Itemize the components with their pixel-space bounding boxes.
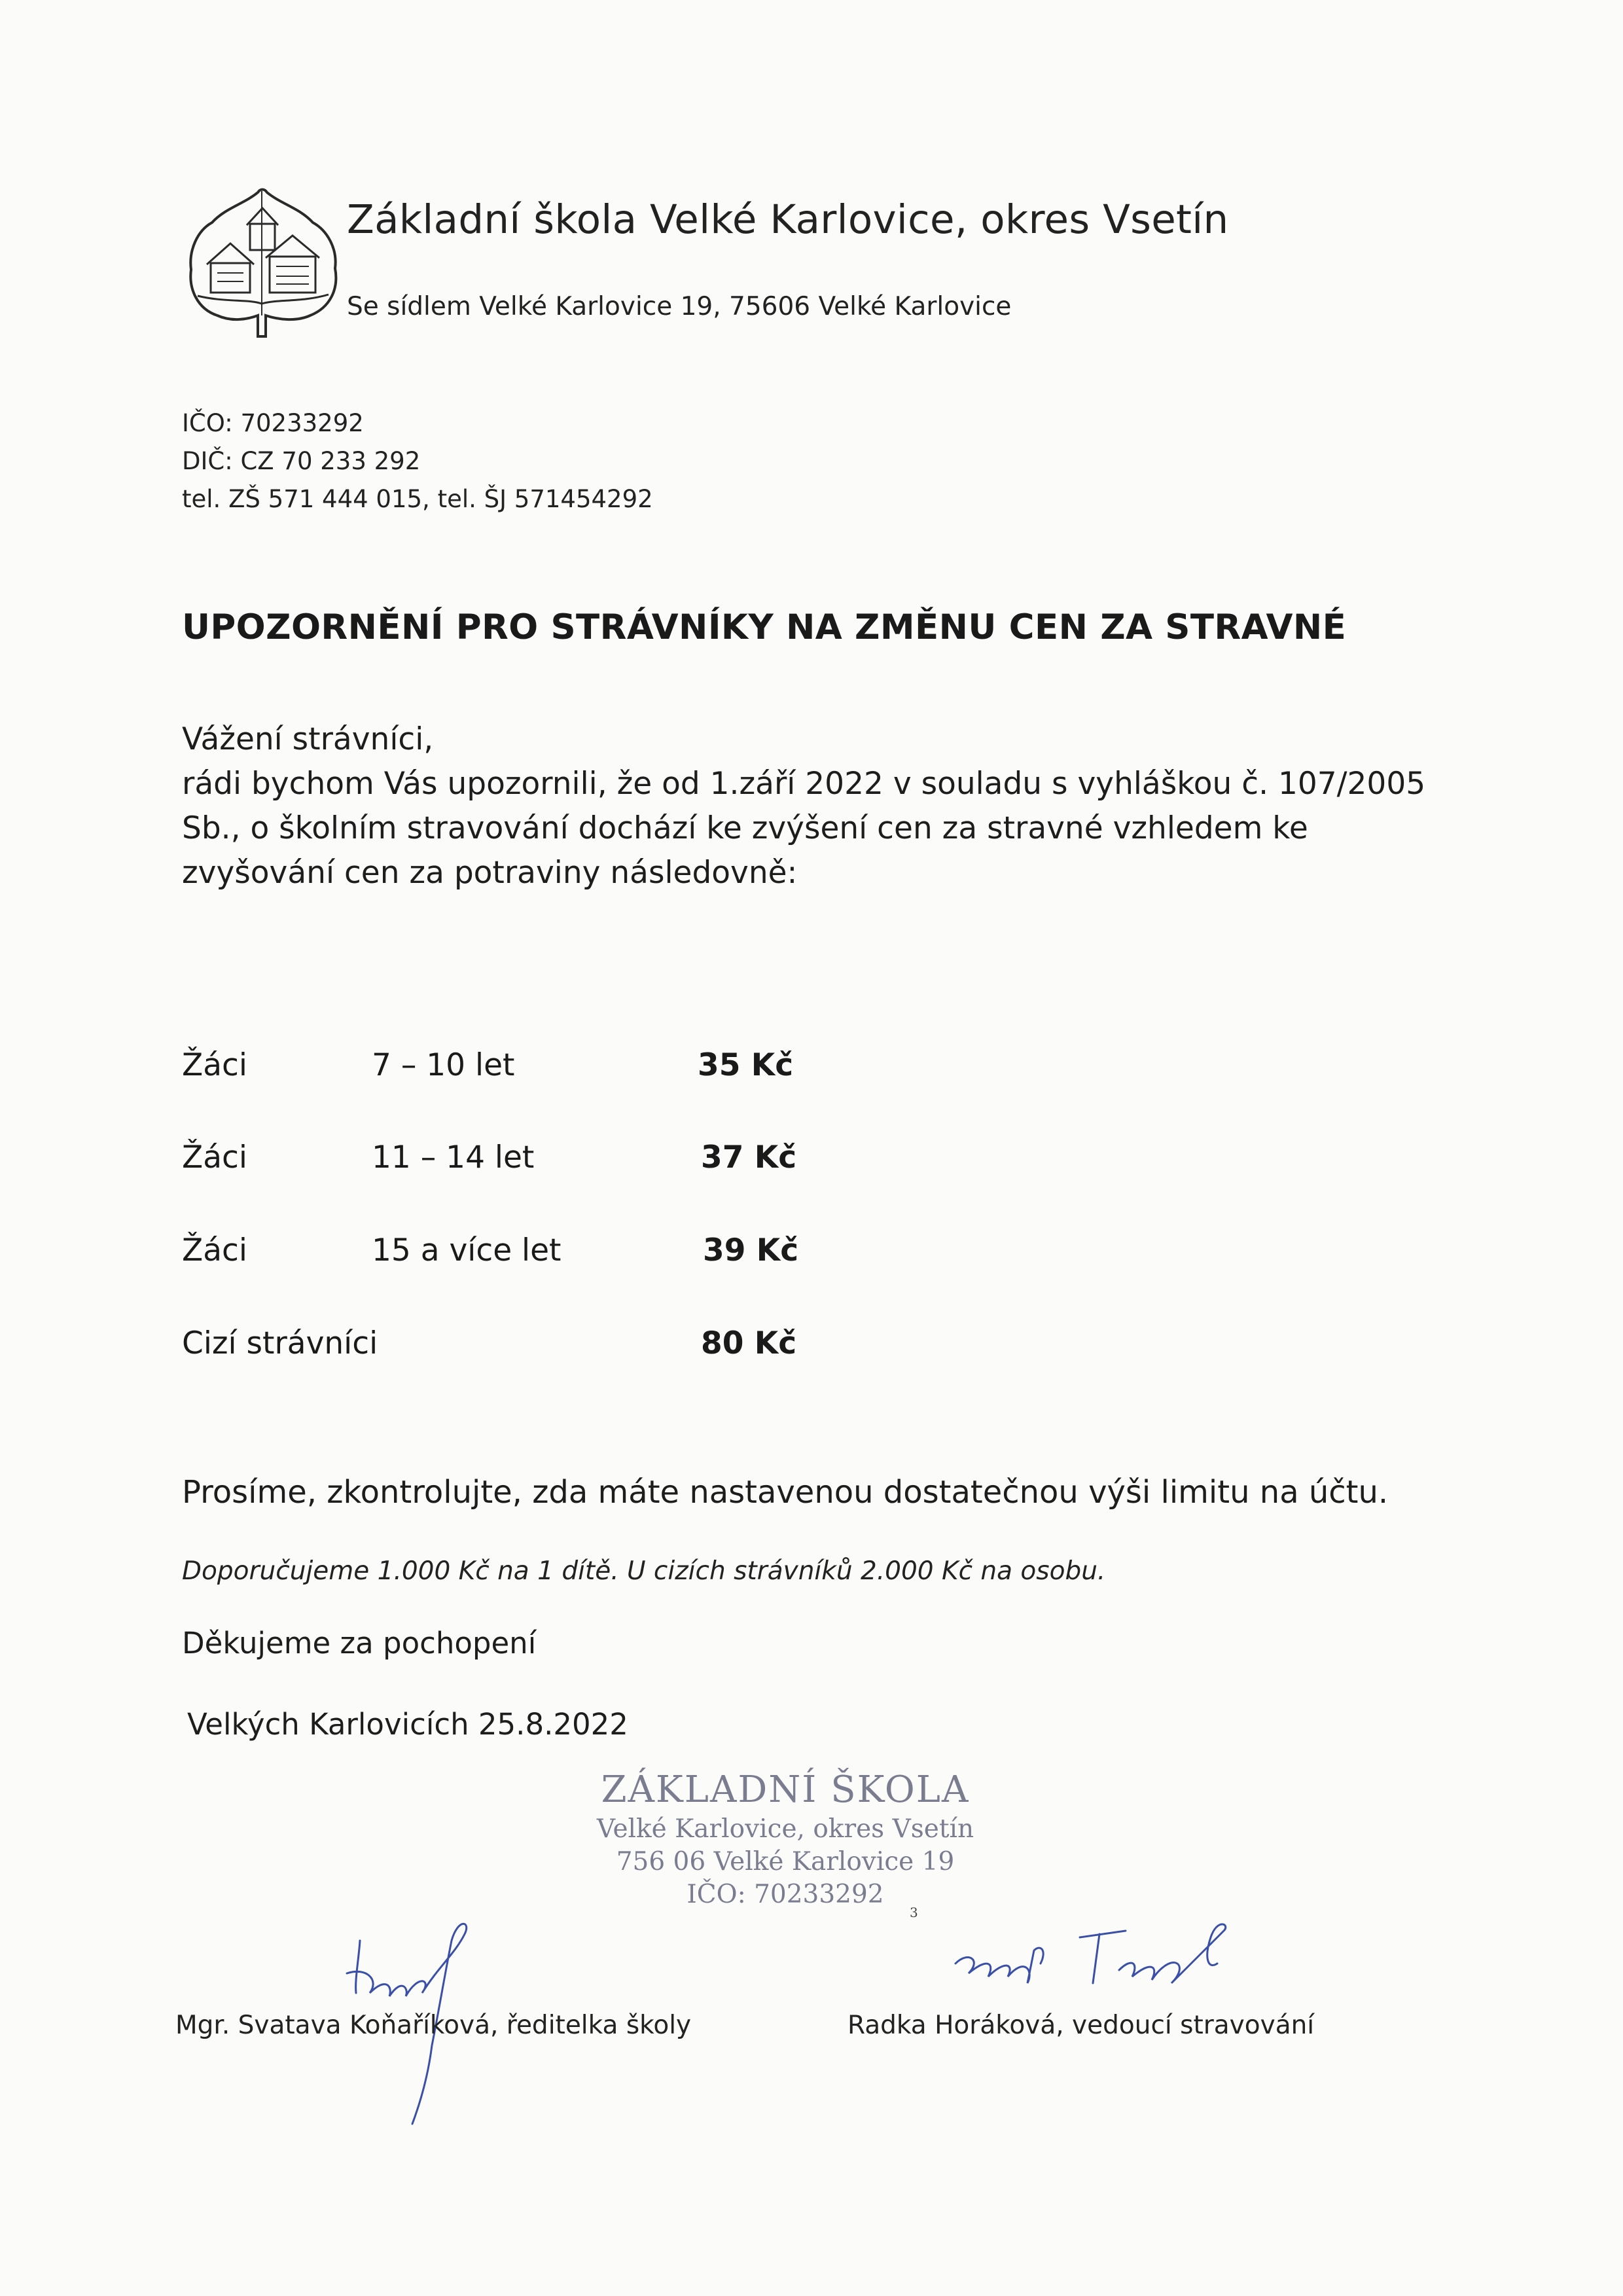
- tel-line: tel. ZŠ 571 444 015, tel. ŠJ 571454292: [182, 485, 653, 513]
- price-value: 35 Kč: [698, 1047, 794, 1083]
- place-date: Velkých Karlovicích 25.8.2022: [187, 1707, 628, 1742]
- body-line: zvyšování cen za potraviny následovně:: [182, 855, 798, 891]
- signer-director: Mgr. Svatava Koňaříková, ředitelka školy: [175, 2011, 692, 2040]
- stamp-line: ZÁKLADNÍ ŠKOLA: [601, 1768, 970, 1811]
- ico-line: IČO: 70233292: [182, 409, 364, 437]
- price-row: [0, 1047, 1623, 1093]
- school-identifiers: [182, 404, 653, 518]
- body-line: rádi bychom Vás upozornili, že od 1.září 2022 v souladu s vyhláškou č. 107/2005: [182, 766, 1426, 802]
- price-age: 7 – 10 let: [372, 1047, 515, 1083]
- price-group: Žáci: [182, 1232, 247, 1268]
- price-value: 37 Kč: [701, 1139, 797, 1175]
- price-group: Cizí strávníci: [182, 1325, 378, 1361]
- dic-line: DIČ: CZ 70 233 292: [182, 447, 421, 475]
- school-name: Základní škola Velké Karlovice, okres Vsetín: [347, 196, 1229, 243]
- price-row: [0, 1139, 1623, 1185]
- school-address: Se sídlem Velké Karlovice 19, 75606 Velké Karlovice: [347, 292, 1012, 321]
- stamp-number: 3: [910, 1905, 918, 1920]
- price-group: Žáci: [182, 1139, 247, 1175]
- cook-signature: [942, 1911, 1296, 2016]
- check-limit-note: Prosíme, zkontrolujte, zda máte nastavenou dostatečnou výši limitu na účtu.: [182, 1474, 1389, 1511]
- document-title: UPOZORNĚNÍ PRO STRÁVNÍKY NA ZMĚNU CEN ZA STRAVNÉ: [182, 607, 1347, 647]
- price-row: [0, 1232, 1623, 1278]
- price-group: Žáci: [182, 1047, 247, 1083]
- price-row: [0, 1325, 1623, 1371]
- school-stamp: [537, 1767, 1034, 1911]
- stamp-line: IČO: 70233292: [687, 1880, 884, 1909]
- school-logo-icon: [185, 185, 340, 342]
- price-value: 39 Kč: [703, 1232, 799, 1268]
- body-line: Sb., o školním stravování dochází ke zvýšení cen za stravné vzhledem ke: [182, 810, 1308, 846]
- greeting: Vážení strávníci,: [182, 721, 434, 757]
- recommendation-note: Doporučujeme 1.000 Kč na 1 dítě. U cizích strávníků 2.000 Kč na osobu.: [182, 1556, 1106, 1586]
- thanks-line: Děkujeme za pochopení: [182, 1626, 537, 1660]
- body-paragraph: [182, 717, 1425, 895]
- signer-kitchen-head: Radka Horáková, vedoucí stravování: [847, 2011, 1315, 2040]
- price-value: 80 Kč: [701, 1325, 797, 1361]
- price-age: 11 – 14 let: [372, 1139, 535, 1175]
- stamp-line: Velké Karlovice, okres Vsetín: [596, 1814, 974, 1844]
- stamp-line: 756 06 Velké Karlovice 19: [616, 1847, 955, 1876]
- price-age: 15 a více let: [372, 1232, 562, 1268]
